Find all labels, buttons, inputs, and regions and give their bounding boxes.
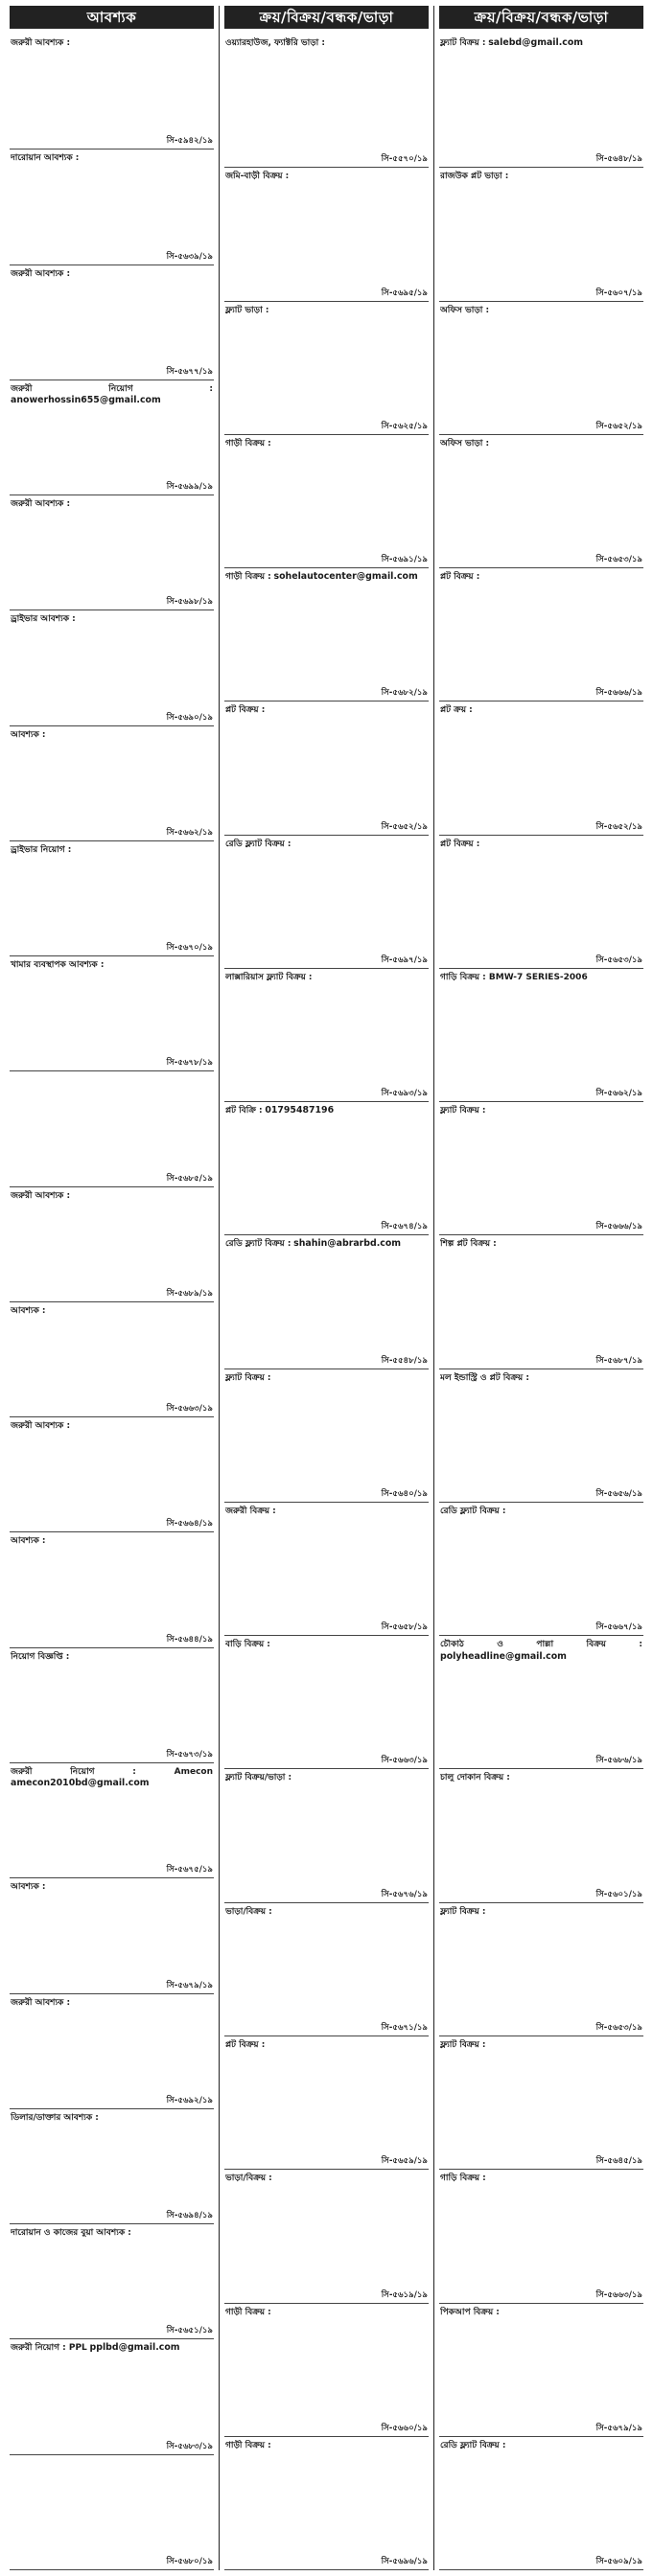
ad-body [225,972,428,1089]
ad-reference-code: সি-৫৬৯১/১৯ [381,555,428,565]
classified-ad [224,2170,429,2303]
ad-title: গাড়ী বিক্রয় : [225,2307,271,2317]
ad-body [11,1420,213,1519]
classified-ad [439,1102,643,1235]
ad-email-link[interactable]: amecon2010bd@gmail.com [11,1778,150,1789]
ad-title: গাড়ী বিক্রয় : [225,438,271,448]
column-header: ক্রয়/বিক্রয়/বন্ধক/ভাড়া [439,6,643,29]
ad-title: জরুরী নিয়োগ : [11,383,213,394]
classified-ad [439,2036,643,2170]
ad-title: জরুরী আবশ্যক : [11,38,71,48]
ad-title: গাড়ি বিক্রয় : [440,2174,486,2184]
ad-reference-code: সি-৫৬৭৯/১৯ [595,2423,642,2433]
classified-ad [10,265,214,380]
classified-ad [439,702,643,835]
ad-reference-code: সি-৫৫৭০/১৯ [381,154,428,165]
classified-ad [10,610,214,725]
ad-body [225,2440,428,2557]
ad-body [440,1906,642,2023]
ad-title: ফ্ল্যাট বিক্রয়/ভাড়া : [225,1773,292,1783]
classified-ad [10,380,214,495]
ad-title: আবশ্যক : [11,1536,46,1547]
ad-title: ফ্ল্যাট বিক্রয় : [440,38,486,48]
ad-body [11,844,213,943]
ad-body [11,152,213,251]
classified-ad [439,435,643,568]
ad-title: প্লট বিক্রয় : [225,705,266,716]
ad-email-link[interactable]: polyheadline@gmail.com [440,1650,567,1662]
ad-reference-code: সি-৫৬৬৬/১৯ [595,688,642,699]
classified-ad [439,2437,643,2570]
ad-title: অফিস ভাড়া : [440,438,490,448]
ad-reference-code: সি-৫৬৮৩/১৯ [166,2441,213,2451]
ad-body [225,37,428,154]
ad-title: ফ্ল্যাট বিক্রয় : [440,2039,486,2050]
ad-title: বাড়ি বিক্রয় : [225,1640,270,1650]
ad-title: ড্রাইভার নিয়োগ : [11,844,72,855]
ad-reference-code: সি-৫৬৮২/১৯ [381,688,428,699]
ad-reference-code: সি-৫৬৯৪/১৯ [166,2211,213,2221]
ad-title: চৌকাঠ ও পাল্লা বিক্রয় : [440,1640,642,1650]
ad-body [225,704,428,821]
ad-body [11,1766,213,1865]
classified-ad [439,1503,643,1636]
classified-ad [10,150,214,264]
ad-reference-code: সি-৫৬৭৫/১৯ [166,1865,213,1875]
ad-title: রেডি ফ্ল্যাট বিক্রয় : [440,2440,506,2450]
classified-ad [224,2304,429,2437]
ad-body [225,171,428,288]
ad-title: জরুরী নিয়োগ : PPL [11,2343,87,2354]
classified-ad [439,2170,643,2303]
ad-list [439,34,643,2570]
ad-title: ওয়্যারহাউজ, ফ্যাক্টরি ভাড়া : [225,38,326,48]
ad-list [224,34,429,2570]
ad-title: লাক্সারিয়াস ফ্ল্যাট বিক্রয় : [225,972,313,982]
ad-body [440,571,642,688]
ad-reference-code: সি-৫৬৬২/১৯ [595,1089,642,1099]
classified-ad [224,2036,429,2170]
classified-ad [224,568,429,702]
ad-title: রাজউক প্লট ভাড়া : [440,172,509,182]
classified-ad [439,1235,643,1368]
ad-reference-code: সি-৫৬৭০/১৯ [166,943,213,954]
ad-body [11,1881,213,1980]
ad-title: দারোয়ান আবশ্যক : [11,153,80,164]
classified-ad [439,836,643,969]
ad-reference-code: সি-৫৬৫১/১৯ [166,2326,213,2336]
column-header: ক্রয়/বিক্রয়/বন্ধক/ভাড়া [224,6,429,29]
ad-reference-code: সি-৫৬৯৩/১৯ [381,1089,428,1099]
ad-reference-code: সি-৫৬৮৬/১৯ [595,1756,642,1766]
ad-reference-code: সি-৫৬৮৫/১৯ [166,1173,213,1184]
ad-body [440,37,642,154]
classified-ad [224,702,429,835]
ad-reference-code: সি-৫৬৫২/১৯ [595,821,642,832]
ad-reference-code: সি-৫৬৪০/১৯ [381,1488,428,1499]
ad-reference-code: সি-৫৬৯৬/১৯ [381,2557,428,2567]
ad-reference-code: সি-৫৬৯৮/১৯ [166,597,213,608]
ad-reference-code: সি-৫৬৭১/১৯ [381,2022,428,2033]
ad-reference-code: সি-৫৬৫৯/১৯ [381,2156,428,2167]
classified-ad [10,1302,214,1417]
ad-title: রেডি ফ্ল্যাট বিক্রয় : [225,839,292,849]
ad-title: মল ইন্ডাস্ট্রি ও প্লট বিক্রয় : [440,1372,529,1383]
ad-body [440,1105,642,1222]
ad-title: শিল্প প্লট বিক্রয় : [440,1239,497,1250]
ad-body [11,2458,213,2557]
ad-title: খামার ব্যবস্থাপক আবশ্যক : [11,960,105,971]
ad-title: জরুরী নিয়োগ : Amecon [11,1766,213,1777]
ad-reference-code: সি-৫৬৫২/১৯ [381,821,428,832]
ad-title: ফ্ল্যাট বিক্রয় : [225,1372,271,1383]
ad-reference-code: সি-৫৬৭৩/১৯ [166,1749,213,1760]
ad-reference-code: সি-৫৬০১/১৯ [595,1889,642,1899]
ad-title: প্লট ক্রয় : [440,705,473,716]
classified-ad [224,168,429,301]
classified-ad [10,1187,214,1302]
ad-reference-code: সি-৫৬০৭/১৯ [595,288,642,298]
ad-reference-code: সি-৫৬০৯/১৯ [595,2557,642,2567]
ad-body [440,1372,642,1489]
ad-title: জরুরী আবশ্যক : [11,499,71,510]
ad-email-link[interactable]: anowerhossin655@gmail.com [11,395,161,406]
classified-ad [439,302,643,435]
ad-body [440,704,642,821]
ad-reference-code: সি-৫৬৪৮/১৯ [595,154,642,165]
ad-title: ফ্ল্যাট ভাড়া : [225,305,269,315]
ad-body [225,305,428,422]
ad-title: ফ্ল্যাট বিক্রয় : [440,1106,486,1116]
classified-ad [224,1903,429,2036]
ad-body [225,1639,428,1756]
ad-reference-code: সি-৫৬২৫/১৯ [381,421,428,431]
classified-ad [10,2339,214,2454]
ad-body [440,1772,642,1889]
classified-ad [10,726,214,841]
ad-body [225,2307,428,2424]
ad-reference-code: সি-৫৬৭৭/১৯ [166,366,213,377]
ad-reference-code: সি-৫৯৪২/১৯ [166,136,213,147]
ad-email-link[interactable]: pplbd@gmail.com [89,2342,180,2354]
ad-body [11,1074,213,1173]
ad-title: প্লট বিক্রয় : [440,839,480,849]
ad-reference-code: সি-৫৬৮০/১৯ [166,2556,213,2566]
ad-reference-code: সি-৫৬৯৫/১৯ [381,288,428,298]
ad-reference-code: সি-৫৬৮৯/১৯ [166,1288,213,1299]
ad-title: ড্রাইভার আবশ্যক : [11,614,76,625]
ad-body [440,438,642,555]
ad-body [11,2227,213,2326]
classified-ad [439,1769,643,1902]
classified-ad [10,1532,214,1647]
ad-reference-code: সি-৫৬১৯/১৯ [381,2289,428,2300]
ad-reference-code: সি-৫৬৬৩/১৯ [381,1756,428,1766]
ad-reference-code: সি-৫৬৬২/১৯ [166,827,213,838]
classified-ad [439,1636,643,1769]
classified-ad [439,1903,643,2036]
classified-ad [10,34,214,150]
classified-ad [439,969,643,1102]
classified-ad [224,34,429,168]
ad-title: আবশ্যক : [11,729,46,740]
classified-ad [439,168,643,301]
ad-title: রেডি ফ্ল্যাট বিক্রয় : [440,1506,506,1516]
classified-ad [224,302,429,435]
ad-reference-code: সি-৫৬৬০/১৯ [381,2423,428,2433]
ad-reference-code: সি-৫৬৯৭/১৯ [381,954,428,965]
ad-body [440,2307,642,2424]
classified-ad [439,34,643,168]
ad-phone-number: 01795487196 [265,1105,335,1116]
classified-ad [224,836,429,969]
classified-ad [224,2437,429,2570]
classified-ad [10,2455,214,2570]
ad-body [225,1372,428,1489]
ad-reference-code: সি-৫৬৭৯/১৯ [166,1980,213,1990]
ad-title: ভাড়া/বিক্রয় : [225,1906,272,1917]
ad-title: রেডি ফ্ল্যাট বিক্রয় : [225,1239,292,1250]
ad-title: দারোয়ান ও কাজের বুয়া আবশ্যক : [11,2228,131,2239]
classified-ad [224,969,429,1102]
ad-body [225,1105,428,1222]
ad-reference-code: সি-৫৬৭৮/১৯ [166,1058,213,1069]
ad-title: জরুরী আবশ্যক : [11,1421,71,1432]
classified-ad [224,1769,429,1902]
ad-body [440,972,642,1089]
ad-body [225,1772,428,1889]
ad-reference-code: সি-৫৬৫৩/১৯ [595,2022,642,2033]
classified-ad [10,841,214,956]
ad-body [11,1305,213,1404]
classified-ad [224,1503,429,1636]
classified-ad [439,568,643,702]
ad-reference-code: সি-৫৬৫৩/১৯ [595,555,642,565]
ad-title: আবশ্যক : [11,1882,46,1893]
ad-title: পিকআপ বিক্রয় : [440,2307,500,2317]
ad-email-link[interactable]: shahin@abrarbd.com [293,1238,402,1250]
ad-body [11,1997,213,2096]
classified-ad [224,1102,429,1235]
classified-ad [10,2224,214,2339]
classified-ad [224,1636,429,1769]
ad-body [225,2039,428,2156]
ad-reference-code: সি-৫৬৬৩/১৯ [595,2289,642,2300]
ad-body [11,1651,213,1750]
classified-ad [10,1071,214,1186]
classified-ad [10,1994,214,2109]
classified-ad [10,1763,214,1878]
ad-reference-code: সি-৫৬৯৯/১৯ [166,482,213,493]
ad-body [440,305,642,422]
ad-body [440,2440,642,2557]
classified-ad [10,1878,214,1993]
ad-title: জরুরী আবশ্যক : [11,1190,71,1201]
ad-body [11,268,213,367]
ad-body [225,1238,428,1355]
ad-body [440,171,642,288]
classified-ad [10,1648,214,1763]
ad-body [11,498,213,597]
classified-ad [10,956,214,1071]
ad-title: আবশ্যক : [11,1305,46,1316]
classified-ad [224,1369,429,1503]
ad-body [11,959,213,1058]
ad-title: গাড়ি বিক্রয় : BMW-7 SERIES-2006 [440,972,588,982]
ad-body [440,1506,642,1622]
ad-body [11,729,213,828]
ad-body [11,37,213,136]
ad-title: ফ্ল্যাট বিক্রয় : [440,1906,486,1917]
classified-ad [224,435,429,568]
ad-list [10,34,214,2570]
ad-reference-code: সি-৫৬৭৪/১৯ [381,1222,428,1232]
ad-reference-code: সি-৫৬৮৭/১৯ [595,1355,642,1366]
ad-reference-code: সি-৫৬৯০/১৯ [166,712,213,723]
ad-title: প্লট বিক্রয় : [440,572,480,583]
ad-body [225,1906,428,2023]
ad-email-link[interactable]: salebd@gmail.com [488,37,584,48]
ad-reference-code: সি-৫৫৪৮/১৯ [381,1355,428,1366]
ad-reference-code: সি-৫৬৬৩/১৯ [166,1404,213,1414]
ad-reference-code: সি-৫৬৫২/১৯ [595,421,642,431]
classified-ad [224,1235,429,1368]
ad-reference-code: সি-৫৬৫৩/১৯ [595,954,642,965]
ad-reference-code: সি-৫৬৯২/১৯ [166,2095,213,2105]
classified-column [5,6,219,2570]
ad-title: গাড়ী বিক্রয় : [225,2440,271,2450]
ad-reference-code: সি-৫৬৭৬/১৯ [381,1889,428,1899]
ad-email-link[interactable]: sohelautocenter@gmail.com [273,571,418,583]
ad-reference-code: সি-৫৬৬৬/১৯ [595,1222,642,1232]
ad-title: চালু দোকান বিক্রয় : [440,1773,510,1783]
ad-title: প্লট বিক্রয় : [225,2039,266,2050]
ad-title: নিয়োগ বিজ্ঞপ্তি : [11,1651,70,1662]
ad-reference-code: সি-৫৬৪৫/১৯ [595,2156,642,2167]
classified-ad [10,1417,214,1532]
ad-body [11,2112,213,2211]
ad-title: গাড়ী বিক্রয় : [225,572,271,583]
ad-title: অফিস ভাড়া : [440,305,490,315]
ad-body [440,2173,642,2289]
ad-reference-code: সি-৫৬৬৪/১৯ [166,1519,213,1530]
ad-body [225,839,428,955]
ad-reference-code: সি-৫৬৬৭/১৯ [595,1622,642,1633]
column-header: আবশ্যক [10,6,214,29]
classified-ad [10,2109,214,2224]
ad-body [11,2342,213,2441]
ad-title: জরুরী আবশ্যক : [11,268,71,279]
ad-body [440,1238,642,1355]
ad-body [225,438,428,555]
ad-reference-code: সি-৫৬৩৯/১৯ [166,251,213,262]
ad-body [11,1190,213,1289]
ad-title: জমি-বাড়ী বিক্রয় : [225,172,290,182]
ad-title: ডিলার/ডাক্তার আবশ্যক : [11,2112,99,2123]
classified-column [219,6,433,2570]
ad-body [440,2039,642,2156]
ad-body [440,839,642,955]
ad-title: প্লট বিক্রি : [225,1106,263,1116]
classified-ad [439,2304,643,2437]
ad-body [225,571,428,688]
classified-ad [10,495,214,610]
ad-title: ভাড়া/বিক্রয় : [225,2174,272,2184]
ad-reference-code: সি-৫৬৫৬/১৯ [595,1488,642,1499]
ad-reference-code: সি-৫৬৫৮/১৯ [381,1622,428,1633]
ad-title: জরুরী আবশ্যক : [11,1997,71,2008]
classified-column [433,6,648,2570]
ad-reference-code: সি-৫৬৪৪/১৯ [166,1634,213,1644]
ad-title: জরুরী বিক্রয় : [225,1506,276,1516]
classified-ad [439,1369,643,1503]
ad-body [11,613,213,712]
ad-body [11,383,213,482]
ad-body [440,1639,642,1756]
ad-body [225,2173,428,2289]
ad-body [225,1506,428,1622]
ad-body [11,1535,213,1634]
